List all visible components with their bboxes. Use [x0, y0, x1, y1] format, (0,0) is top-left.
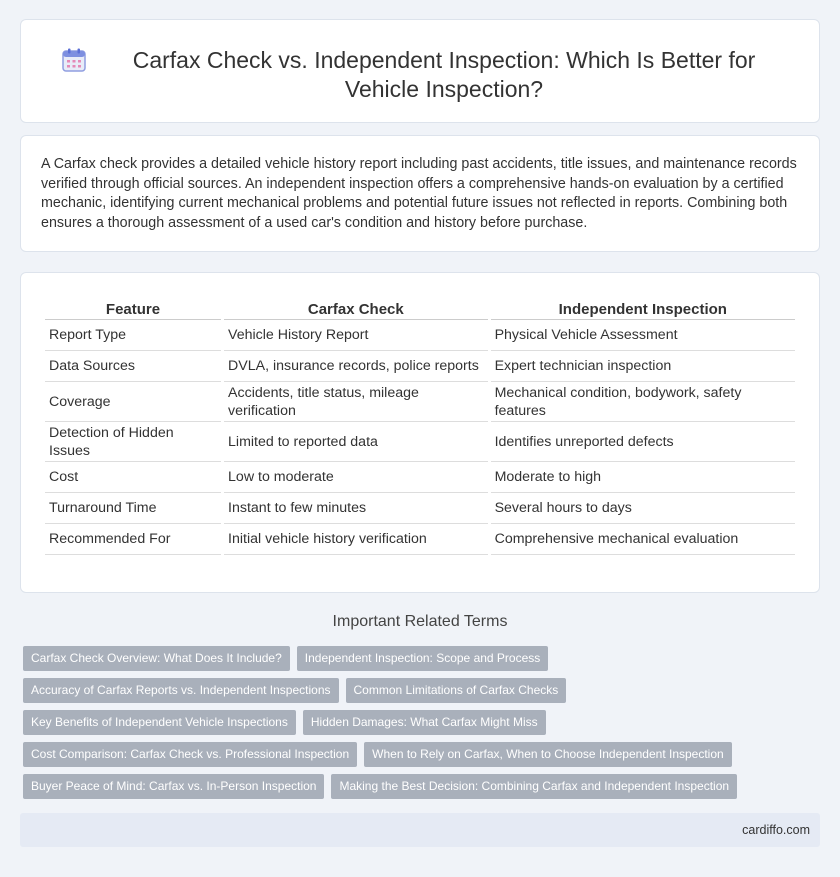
intro-card: [20, 135, 820, 252]
calendar-icon: [61, 47, 87, 73]
table-cell: Recommended For: [45, 524, 221, 555]
table-row: [45, 422, 795, 462]
table-cell: Identifies unreported defects: [491, 422, 795, 462]
related-term-link[interactable]: Hidden Damages: What Carfax Might Miss: [303, 710, 546, 735]
table-cell: Mechanical condition, bodywork, safety features: [491, 382, 795, 422]
table-cell: Coverage: [45, 382, 221, 422]
tag-row: [23, 742, 823, 767]
table-row: [45, 351, 795, 382]
related-term-link[interactable]: Buyer Peace of Mind: Carfax vs. In-Person Inspection: [23, 774, 324, 799]
table-cell: Several hours to days: [491, 493, 795, 524]
related-term-link[interactable]: Making the Best Decision: Combining Carfax and Independent Inspection: [331, 774, 737, 799]
table-cell: Physical Vehicle Assessment: [491, 320, 795, 351]
header-carfax: Carfax Check: [224, 296, 488, 320]
header-independent: Independent Inspection: [491, 296, 795, 320]
footer-site-link[interactable]: cardiffo.com: [742, 823, 810, 837]
comparison-table: [42, 296, 798, 555]
intro-paragraph: A Carfax check provides a detailed vehicle history report including past accidents, title issues, and maintenance records verified through official sources. An independent inspection offers a comprehensive hands-on evaluation by a certified mechanic, identifying current mechanical problems and potential future issues not reflected in reports. Combining both ensures a thorough assessment of a used car's condition and history before purchase.: [41, 156, 797, 231]
related-term-link[interactable]: Key Benefits of Independent Vehicle Inspections: [23, 710, 296, 735]
table-cell: Report Type: [45, 320, 221, 351]
title-card: [20, 19, 820, 123]
table-row: [45, 382, 795, 422]
table-row: [45, 493, 795, 524]
related-term-link[interactable]: Carfax Check Overview: What Does It Include?: [23, 646, 290, 671]
tag-row: [23, 774, 823, 799]
table-cell: Moderate to high: [491, 462, 795, 493]
table-cell: Limited to reported data: [224, 422, 488, 462]
table-cell: Low to moderate: [224, 462, 488, 493]
table-cell: Turnaround Time: [45, 493, 221, 524]
table-cell: Comprehensive mechanical evaluation: [491, 524, 795, 555]
table-header-row: [45, 296, 795, 320]
table-cell: Vehicle History Report: [224, 320, 488, 351]
tag-row: [23, 646, 823, 671]
tag-row: [23, 678, 823, 703]
table-cell: Initial vehicle history verification: [224, 524, 488, 555]
table-cell: Expert technician inspection: [491, 351, 795, 382]
related-term-link[interactable]: Independent Inspection: Scope and Process: [297, 646, 549, 671]
table-cell: Accidents, title status, mileage verification: [224, 382, 488, 422]
table-row: [45, 462, 795, 493]
related-term-link[interactable]: When to Rely on Carfax, When to Choose Independent Inspection: [364, 742, 732, 767]
header-feature: Feature: [45, 296, 221, 320]
footer: [20, 813, 820, 847]
comparison-card: [20, 272, 820, 593]
related-term-link[interactable]: Accuracy of Carfax Reports vs. Independent Inspections: [23, 678, 339, 703]
related-term-link[interactable]: Cost Comparison: Carfax Check vs. Professional Inspection: [23, 742, 357, 767]
table-row: [45, 524, 795, 555]
table-cell: Detection of Hidden Issues: [45, 422, 221, 462]
table-cell: DVLA, insurance records, police reports: [224, 351, 488, 382]
related-terms-heading: Important Related Terms: [332, 613, 508, 630]
tag-row: [23, 710, 823, 735]
related-terms-list: [23, 646, 823, 806]
table-cell: Instant to few minutes: [224, 493, 488, 524]
page-title: Carfax Check vs. Independent Inspection: Which Is Better for Vehicle Inspection?: [132, 47, 756, 102]
table-row: [45, 320, 795, 351]
table-cell: Cost: [45, 462, 221, 493]
related-term-link[interactable]: Common Limitations of Carfax Checks: [346, 678, 567, 703]
table-cell: Data Sources: [45, 351, 221, 382]
